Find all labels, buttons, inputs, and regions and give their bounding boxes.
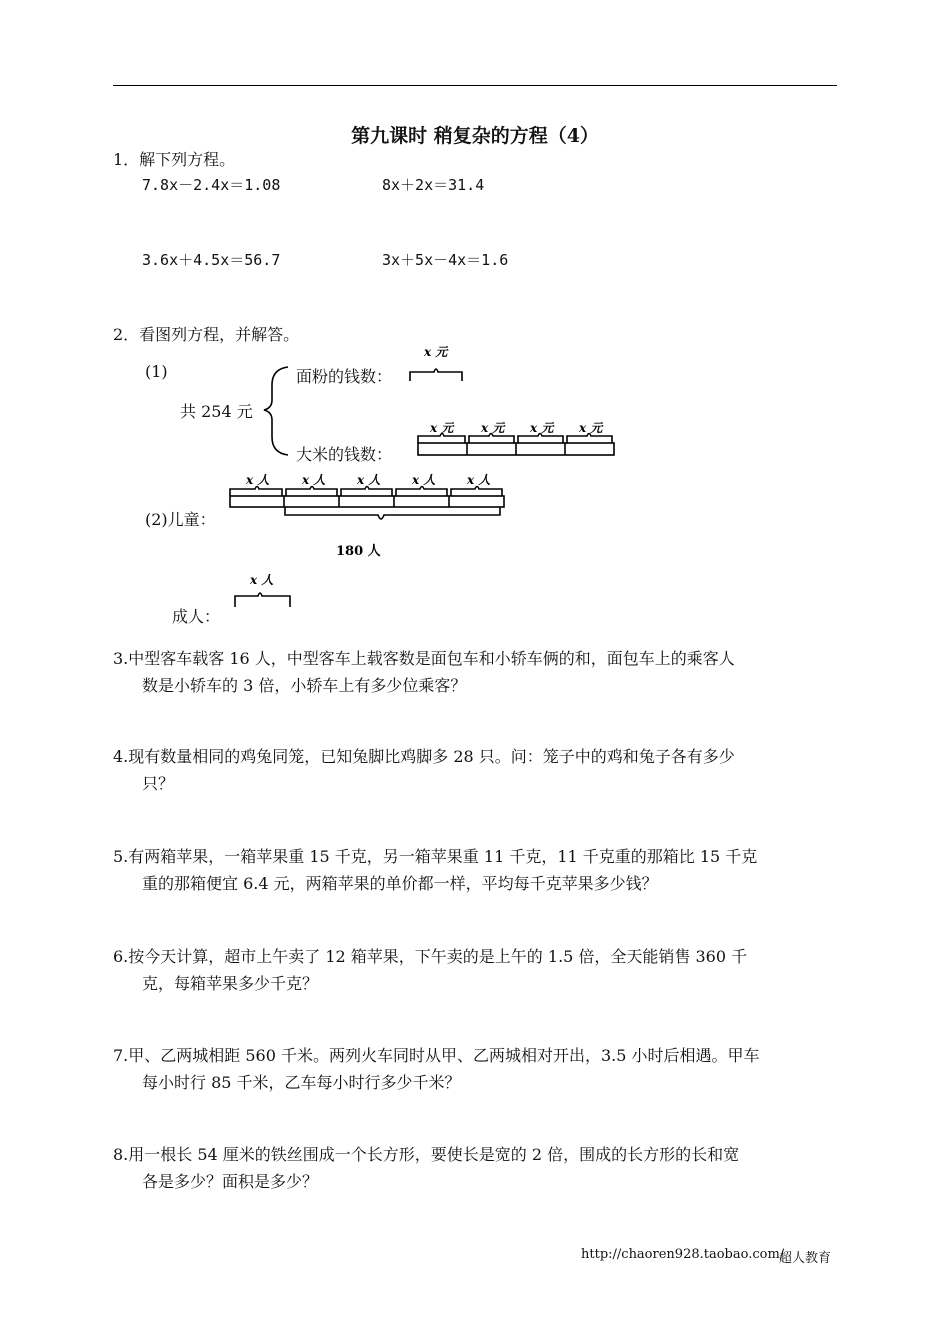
problem-8 [113, 1141, 837, 1195]
footer-brand: 超人教育 [779, 1251, 832, 1266]
q1-label: 1．解下列方程。 [113, 150, 236, 169]
rice-unit-label-1: x 元 [430, 421, 454, 435]
adults-unit-label: x 人 [250, 573, 274, 587]
problem-4 [113, 743, 837, 797]
problem-5 [113, 843, 837, 897]
children-unit-label-4: x 人 [412, 473, 436, 487]
children-brace-2 [286, 487, 337, 497]
children-brace-4 [396, 487, 447, 497]
q1-equation-4: 3x＋5x－4x＝1.6 [382, 251, 509, 269]
children-unit-label-1: x 人 [246, 473, 270, 487]
q1-equation-1: 7.8x－2.4x＝1.08 [142, 176, 281, 194]
children-brace-1 [230, 487, 282, 497]
problem-3-line-1: 3.中型客车载客 16 人，中型客车上载客数是面包车和小轿车俩的和，面包车上的乘客人 [113, 649, 735, 668]
q1-equation-3: 3.6x＋4.5x＝56.7 [142, 251, 281, 269]
rice-unit-label-2: x 元 [481, 421, 505, 435]
flour-unit-label: x 元 [424, 345, 448, 359]
page-title: 第九课时 稍复杂的方程（4） [351, 125, 599, 147]
problem-8-line-1: 8.用一根长 54 厘米的铁丝围成一个长方形，要使长是宽的 2 倍，围成的长方形的长和宽 [113, 1145, 740, 1164]
sum-label: 180 人 [336, 544, 381, 559]
total-brace [264, 367, 288, 455]
children-unit-label-5: x 人 [467, 473, 491, 487]
q2-total-label: 共 254 元 [180, 402, 253, 421]
children-brace-3 [341, 487, 392, 497]
children-brace-5 [451, 487, 502, 497]
problem-5-line-1: 5.有两箱苹果，一箱苹果重 15 千克，另一箱苹果重 11 千克，11 千克重的那箱比 15 千克 [113, 847, 758, 866]
problem-7-line-1: 7.甲、乙两城相距 560 千米。两列火车同时从甲、乙两城相对开出，3.5 小时后相遇。甲车 [113, 1046, 760, 1065]
problem-7 [113, 1042, 837, 1096]
problem-6-line-2: 克，每箱苹果多少千克？ [142, 974, 319, 993]
q2-part1-number: (1) [145, 362, 168, 381]
problem-3-line-2: 数是小轿车的 3 倍，小轿车上有多少位乘客？ [142, 676, 467, 695]
problem-8-line-2: 各是多少？面积是多少？ [142, 1172, 319, 1191]
children-label: (2)儿童： [145, 510, 216, 529]
q1-equation-2: 8x＋2x＝31.4 [382, 176, 485, 194]
problem-4-line-2: 只？ [142, 774, 175, 793]
q2-diagram [0, 0, 950, 640]
q2-label: 2．看图列方程，并解答。 [113, 325, 300, 344]
rice-cost-label: 大米的钱数： [296, 445, 393, 464]
problem-7-line-2: 每小时行 85 千米，乙车每小时行多少千米？ [142, 1073, 461, 1092]
flour-cost-label: 面粉的钱数： [296, 367, 393, 386]
problem-5-line-2: 重的那箱便宜 6.4 元，两箱苹果的单价都一样，平均每千克苹果多少钱？ [142, 874, 658, 893]
adults-label: 成人： [172, 607, 221, 626]
rice-unit-label-3: x 元 [530, 421, 554, 435]
children-bar [230, 496, 504, 507]
adults-brace [235, 593, 290, 607]
rice-unit-label-4: x 元 [579, 421, 603, 435]
flour-brace [410, 369, 462, 381]
sum-brace [285, 507, 500, 519]
children-unit-label-2: x 人 [302, 473, 326, 487]
children-unit-label-3: x 人 [357, 473, 381, 487]
problem-4-line-1: 4.现有数量相同的鸡兔同笼，已知兔脚比鸡脚多 28 只。问：笼子中的鸡和兔子各有多少 [113, 747, 735, 766]
problem-6 [113, 943, 837, 997]
problem-3 [113, 645, 837, 699]
footer-url[interactable]: http://chaoren928.taobao.com/ [581, 1247, 785, 1262]
problem-6-line-1: 6.按今天计算，超市上午卖了 12 箱苹果，下午卖的是上午的 1.5 倍，全天能销售 360 千 [113, 947, 748, 966]
